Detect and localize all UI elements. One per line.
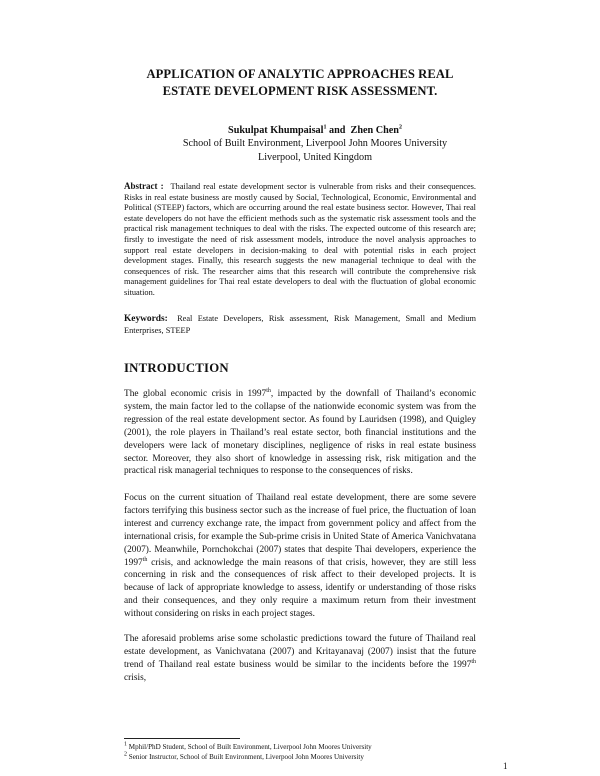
footnote-2-text: Senior Instructor, School of Built Environment, Liverpool John Moores University: [127, 753, 364, 762]
footnote-1-marker: 1: [124, 741, 127, 748]
keywords-text: Real Estate Developers, Risk assessment, Risk Management, Small and Medium Enterprises, STEEP: [124, 314, 476, 335]
paragraph-1: [124, 388, 476, 478]
paragraph-2-text-b: crisis, and acknowledge the main reasons of that crisis, however, they are still less concerning in risk and the consequences of risk affect to their developed projects. It is because of lack of appropriate knowledge to assess, identify or understanding of those risks and their consequences, and they only require a maximum return from their investment without considering on risks in each project stages.: [124, 557, 476, 620]
title-line-2: ESTATE DEVELOPMENT RISK ASSESSMENT.: [162, 84, 438, 98]
author-2: Zhen Chen: [350, 125, 399, 136]
footnote-1-text: Mphil/PhD Student, School of Built Environment, Liverpool John Moores University: [127, 743, 372, 751]
footnotes: [124, 742, 484, 762]
abstract-label: Abstract :: [124, 181, 164, 191]
title-line-1: APPLICATION OF ANALYTIC APPROACHES REAL: [146, 67, 454, 81]
author-block: [150, 124, 480, 164]
author-2-superscript: 2: [398, 124, 402, 131]
paragraph-3-superscript: th: [471, 658, 476, 665]
abstract-text: Thailand real estate development sector is vulnerable from risks and their consequences. Risks in real estate business are mostly caused by Social, Technological, Economic, Environmental and Political (STEEP) factors, which are occurring around the real estate business sector. However, Thai real estate developers do not have the efficient methods such as the systematic risk assessment tools and the practical risk management techniques to deal with the risks. The expected outcome of this research are; firstly to investigate the need of risk assessment models, introduce the novel analysis approaches to support real estate developers in decision-making to deal with potential risks in each project development stages. Finally, this research suggests the new managerial technique to deal with the consequences of risk. The researcher aims that this research will contribute the comprehensive risk management guidelines for Thai real estate developers to deal with the fluctuation of global economic situation.: [124, 182, 476, 297]
keywords-label: Keywords:: [124, 314, 168, 324]
paragraph-3: [124, 633, 476, 685]
paragraph-2-text-a: Focus on the current situation of Thailand real estate development, there are some severe factors terrifying this business sector such as the increase of fuel price, the fluctuation of loan interest and currency exchange rate, the impact from government policy and affect from the international crisis, for example the Sub-prime crisis in United State of America Vanichvatana (2007). Meanwhile, Pornchokchai (2007) states that despite Thai developers, experience the 1997: [124, 493, 476, 568]
section-heading-introduction: INTRODUCTION: [124, 361, 229, 375]
author-1-superscript: 1: [323, 124, 327, 131]
footnote-1: [124, 742, 484, 752]
paragraph-1-text-b: , impacted by the downfall of Thailand’s economic system, the main factor led to the collapse of the nationwide economic system was from the regression of the real estate development sector. As found by Lauridsen (1998), and Quigley (2001), the role players in Thailand’s real estate sector, both financial institutions and the developers were lack of monetary disciplines, negligence of risks in real estate business sector. Moreover, they also short of knowledge in assessing risk, risk mitigation and the practical risk managerial techniques to response to the consequences of risks.: [124, 389, 476, 477]
footnote-divider: [124, 738, 240, 739]
author-1: Sukulpat Khumpaisal: [228, 125, 324, 136]
author-separator: and: [326, 125, 351, 136]
author-location: Liverpool, United Kingdom: [257, 151, 373, 163]
author-names: [150, 124, 480, 137]
paragraph-1-superscript: th: [266, 387, 271, 394]
footnote-2-marker: 2: [124, 751, 127, 758]
paragraph-2: [124, 492, 476, 621]
abstract: [124, 181, 476, 299]
paper-title: [100, 66, 500, 100]
paragraph-2-superscript: th: [142, 556, 148, 563]
page-number: 1: [503, 761, 508, 771]
paragraph-1-text-a: The global economic crisis in 1997: [124, 389, 267, 399]
paragraph-3-text-a: The aforesaid problems arise some scholastic predictions toward the future of Thailand real estate development, as Vanichvatana (2007) and Kritayanavaj (2007) insist that the future trend of Thailand real estate business would be similar to the incidents before the 1997: [124, 634, 476, 670]
keywords: [124, 313, 476, 336]
author-affiliation: School of Built Environment, Liverpool John Moores University: [182, 138, 448, 150]
footnote-2: [124, 752, 484, 762]
paragraph-3-text-b: crisis,: [124, 672, 147, 683]
